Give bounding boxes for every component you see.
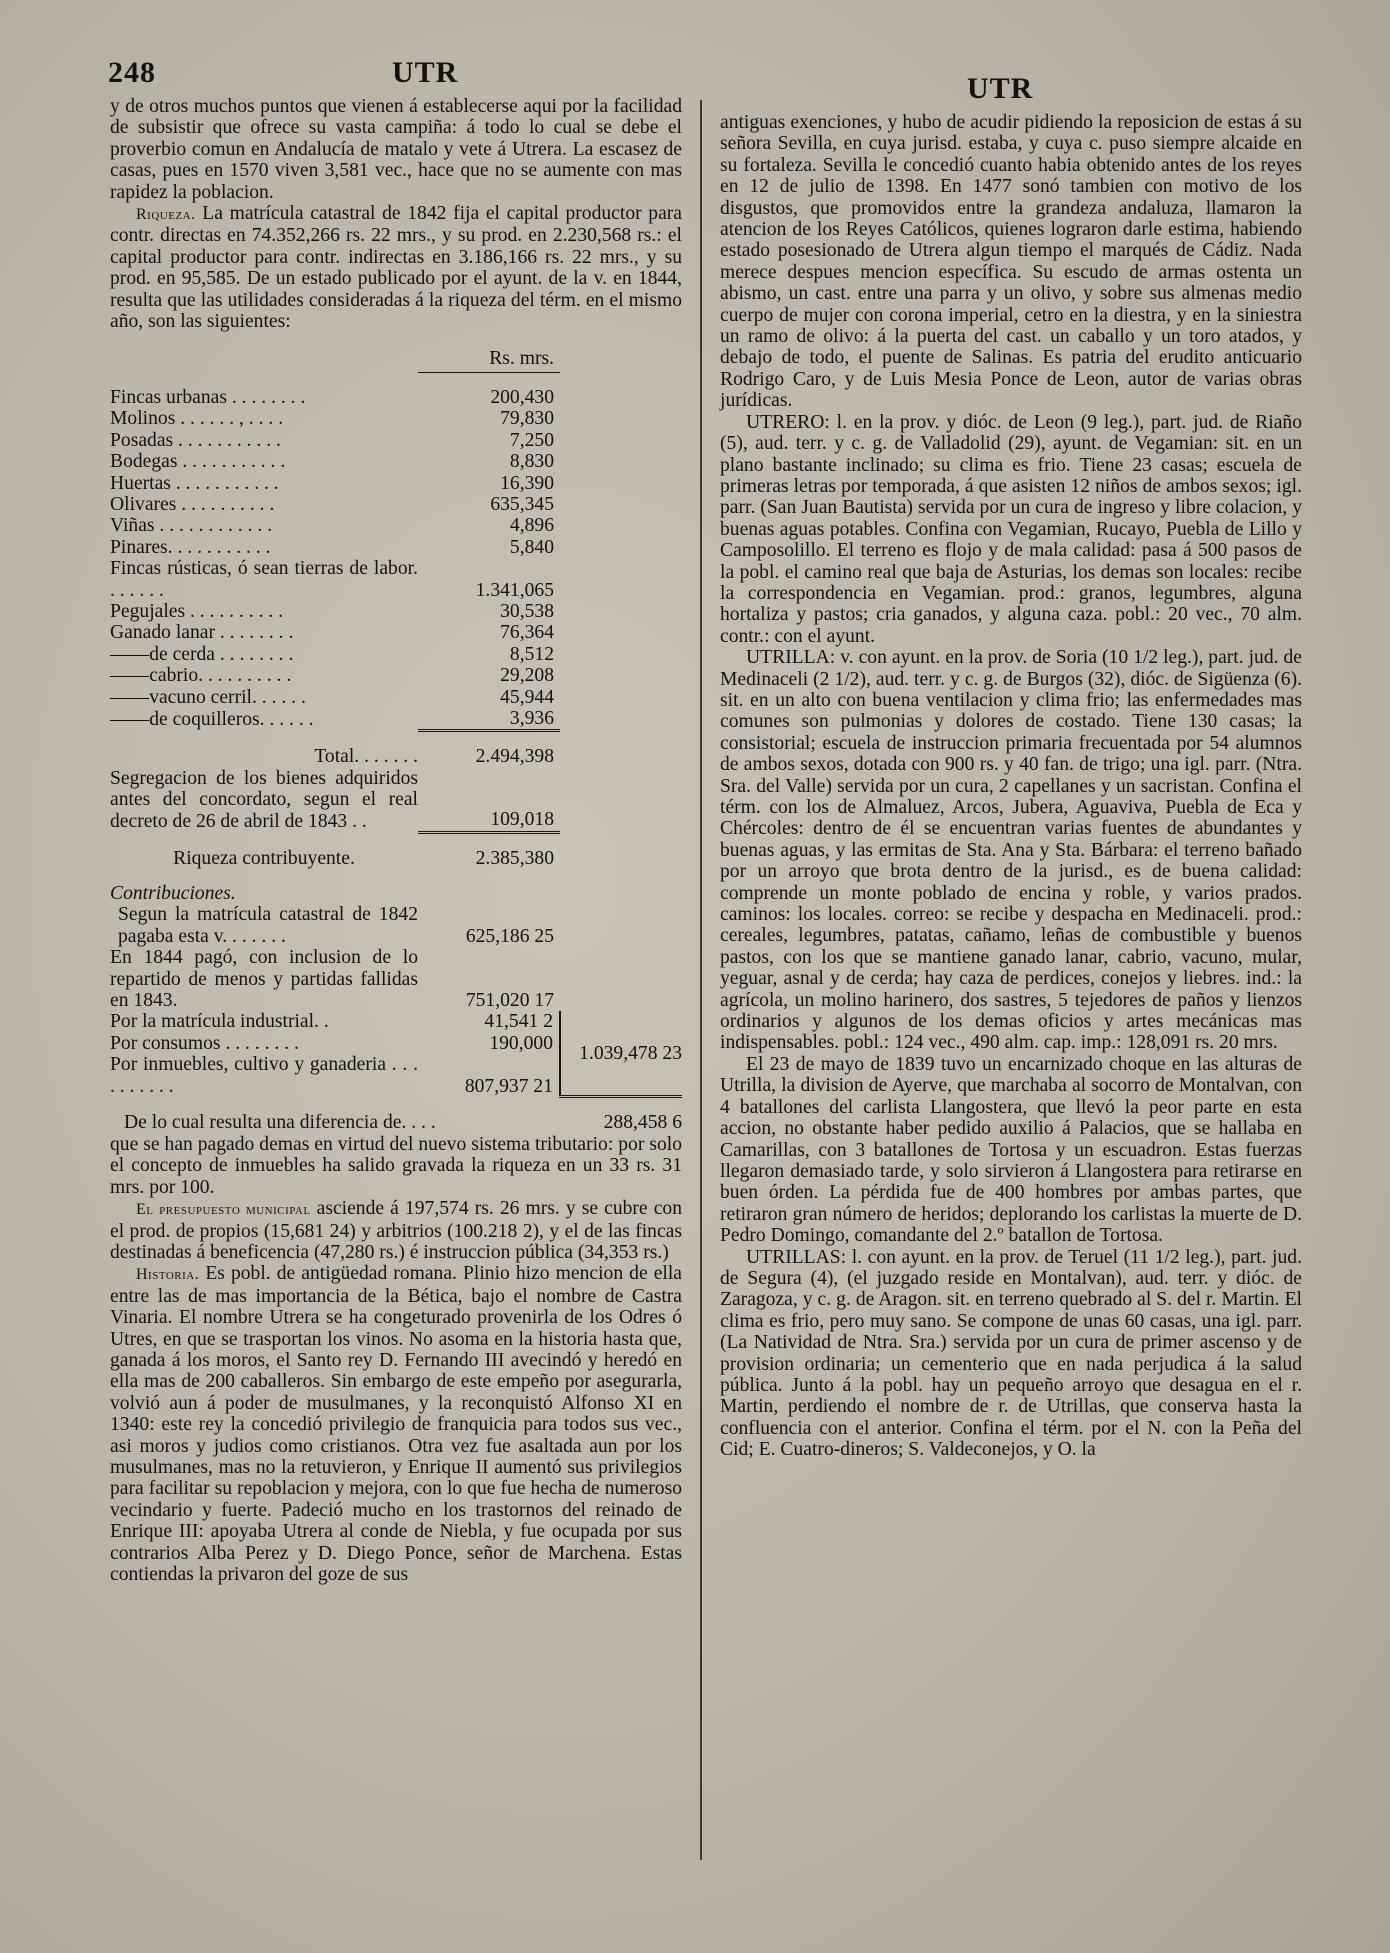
- table-row: ——cabrio. . . . . . . . . . 29,208: [110, 665, 554, 687]
- table-row: Ganado lanar . . . . . . . . 76,364: [110, 622, 554, 644]
- wealth-table: [110, 348, 682, 1133]
- table-row: Fincas rústicas, ó sean tierras de labor. . . . . . . 1.341,065: [110, 558, 554, 601]
- left-paragraph-riqueza: [110, 203, 682, 332]
- riqueza-text: La matrícula catastral de 1842 fija el capital productor para contr. directas en 74.352,266 rs. 22 mrs., y su prod. en 2.230,568 rs.: el capital productor para contr. indirectas en 3.186,166 rs. 22 mrs., y su prod. en 95,585. De un estado publicado por el ayunt. de la v. en 1844, resulta que las utilidades consideradas á la riqueza del térm. en el mismo año, son las siguientes:: [110, 203, 683, 333]
- utrilla-battle-paragraph: El 23 de mayo de 1839 tuvo un encarnizado choque en las alturas de Utrilla, la division de Ayerve, que marchaba al socorro de Montalvan, con 4 batallones del carlista Llangostera, que llevó la peor parte en esta accion, no obstante haber pedido auxilio á Palacios, que se hallaba en Camarillas, con 3 batallones de Tortosa y un escuadron. Estas fuerzas llegaron demasiado tarde, y solo sirvieron á Llangostera para retirarse en buen órden. La pérdida fue de 400 hombres por ambas partes, que retiraron gran número de heridos; deplorando los carlistas la muerte de D. Pedro Domingo, comandante del 2.º batallon de Tortosa.: [720, 1053, 1302, 1247]
- table-row: Huertas . . . . . . . . . . . 16,390: [110, 472, 554, 494]
- right-paragraph-1: antiguas exenciones, y hubo de acudir pidiendo la reposicion de estas á su señora Sevilla, en cuya jurisd. estaba, y cuya c. puso siempre alcaide en su fortaleza. Sevilla le concedió cuanto habia obtenido antes de los reyes en 12 de julio de 1398. En 1477 sonó tambien con motivo de los disgustos, que promovidos entre la grandeza andaluza, llamaron la atencion de los Reyes Católicos, quienes lograron darle estima, habiendo estado posesionado de Utrera algun tiempo el marqués de Cádiz. Nada merece despues mencion específica. Su escudo de armas ostenta un abismo, un cast. entre una parra y un olivo, y sobre sus almenas medio cuerpo de mujer con corona imperial, cetro en la diestra, y en la siniestra un ramo de olivo: á la puerta del cast. un caballo y un toro atados, y debajo de todo, el puente de Salinas. Es patria del erudito anticuario Rodrigo Caro, y de Luis Mesia Ponce de Leon, autor de varias obras jurídicas.: [720, 112, 1302, 412]
- table-row: Pegujales . . . . . . . . . . 30,538: [110, 600, 554, 622]
- table-row: Bodegas . . . . . . . . . . . 8,830: [110, 451, 554, 473]
- running-head-left: UTR: [392, 56, 459, 89]
- contrib-title: Contribuciones.: [110, 882, 236, 904]
- running-head-right: UTR: [967, 72, 1034, 105]
- historia-text: Es pobl. de antigüedad romana. Plinio hizo mencion de ella entre las de mas importancia de la Bética, bajo el nombre de Castra Vinaria. El nombre Utrera se ha congeturado provenirla de los Odres ó Utres, en que se trasportan los vinos. No asoma en la historia hasta que, ganada á los moros, el Santo rey D. Fernando III avecindó y heredó en ella mas de 200 caballeros. Sin embargo de este empeño por asegurarla, volvió aun á poder de musulmanes, y la reconquistó Alfonso XI en 1340: este rey la concedió privilegio de franquicia para todos sus vec., asi moros y judios como cristianos. Otra vez fue asaltada aun por los musulmanes, mas no la retuvieron, y Enrique II aumentó sus privilegios para facilitar su repoblacion y mejora, con lo que fue hecha de numeroso vecindario y fuerte. Padeció mucho en los trastornos del reinado de Enrique III: apoyaba Utrera al conde de Niebla, y fue ocupada por sus contrarios Alba Perez y D. Diego Ponce, señor de Marchena. Estas contiendas la privaron del goze de sus: [110, 1263, 682, 1585]
- entry-utrero: UTRERO: l. en la prov. y dióc. de Leon (9 leg.), part. jud. de Riaño (5), aud. terr. y c. g. de Valladolid (29), ayunt. de Vegamian: sit. en un plano bastante inclinado; su clima es frio. Tiene 23 casas; escuela de primeras letras por temporada, á que asisten 12 niños de ambos sexos; igl. parr. (San Juan Bautista) servida por un cura de ingreso y libre colacion, y buenas aguas potables. Confina con Vegamian, Rucayo, Puebla de Lillo y Camposolillo. El terreno es flojo y de mala calidad: pasa á 500 pasos de la pobl. el camino real que baja de Asturias, los demas son locales: recibe la correspondencia en Vegamian. prod.: granos, legumbres, alguna hortaliza y pastos; cria ganados, y alguna caza. pobl.: 20 vec., 70 alm. contr.: con el ayunt.: [720, 411, 1302, 647]
- riqueza-label: Riqueza.: [136, 206, 196, 224]
- table-row: Posadas . . . . . . . . . . . 7,250: [110, 429, 554, 451]
- table-row: Olivares . . . . . . . . . . 635,345: [110, 493, 554, 515]
- contrib-title-row: [110, 883, 682, 904]
- table-row: Fincas urbanas . . . . . . . . 200,430: [110, 386, 554, 408]
- contrib-row: Segun la matrícula catastral de 1842 pagaba esta v. . . . . . . 625,186 25: [118, 904, 554, 947]
- riqueza-row: Riqueza contribuyente. 2.385,380: [173, 847, 554, 869]
- entry-utrillas: UTRILLAS: l. con ayunt. en la prov. de Teruel (11 1/2 leg.), part. jud. de Segura (4), (el juzgado reside en Montalvan), aud. terr. y dióc. de Zaragoza, y c. g. de Aragon. sit. en terreno quebrado al S. del r. Martin. El clima es frio, pero muy sano. Se compone de unas 60 casas, una igl. parr. (La Natividad de Ntra. Sra.) servida por un cura de primer ascenso y de provision ordinaria; un cementerio que en nada perjudica á la salud pública. Junto á la pobl. hay un pequeño arroyo que desagua en el r. Martin, perdiendo el nombre de r. de Utrillas, que conserva hasta la confluencia con el anterior. Confina el térm. por el N. con la Peña del Cid; E. Cuatro-dineros; S. Valdeconejos, y O. la: [720, 1246, 1302, 1461]
- page-number: 248: [108, 56, 156, 89]
- historia-label: Historia.: [136, 1266, 200, 1284]
- presupuesto-label: El presupuesto municipal: [136, 1201, 311, 1219]
- table-row: Viñas . . . . . . . . . . . . 4,896: [110, 515, 554, 537]
- left-paragraph-1: y de otros muchos puntos que vienen á establecerse aqui por la facilidad de subsistir que ofrece su vasta campiña: á todo lo cual se debe el proverbio comun en Andalucía de matalo y vete á Utrera. La escasez de casas, pues en 1570 viven 3,581 vec., hace que no se aumente con mas rapidez la poblacion.: [110, 96, 682, 203]
- presupuesto-text: asciende á 197,574 rs. 26 mrs. y se cubre con el prod. de propios (15,681 24) y arbitrios (100.218 2), y el de las fincas destinadas á beneficencia (47,280 rs.) é instruccion pública (34,353 rs.): [110, 1198, 682, 1263]
- right-column: [720, 112, 1302, 1461]
- contrib-row: Por inmuebles, cultivo y ganaderia . . . . . . . . . . 807,937 21: [110, 1054, 682, 1097]
- contrib-row: En 1844 pagó, con inclusion de lo repartido de menos y partidas fallidas en 1843. 751,020 17: [110, 947, 554, 1011]
- table-row: ——vacuno cerril. . . . . . 45,944: [110, 686, 554, 708]
- table-row: ——de cerda . . . . . . . . 8,512: [110, 643, 554, 665]
- entry-utrilla: UTRILLA: v. con ayunt. en la prov. de Soria (10 1/2 leg.), part. jud. de Medinaceli (2 1/2), aud. terr. y c. g. de Burgos (32), dióc. de Sigüenza (6). sit. en un alto con buena ventilacion y clima frio; las enfermedades mas comunes son pulmonias y dolores de costado. Tiene 130 casas; la consistorial; escuela de instruccion primaria frecuentada por 54 alumnos de ambos sexos, dotada con 900 rs. y 40 fan. de trigo; una igl. parr. (Ntra. Sra. del Valle) servida por un cura, 2 capellanes y un sacristan. Confina el térm. con los de Almaluez, Arcos, Jubera, Aguaviva, Puebla de Eca y Chércoles: dentro de él se encuentran varias fuentes de abundantes y buenas aguas, y las ermitas de Sta. Ana y Sta. Bárbara: el terreno bañado por un arroyo que brota dentro de la jurisd., es de buena calidad: comprende un monte poblado de encina y roble, y varios prados. caminos: los locales. correo: se recibe y despacha en Medinaceli. prod.: cereales, legumbres, patatas, cañamo, leñas de combustible y buenos pastos, con los que se mantiene ganado lanar, cabrio, vacuno, mular, yeguar, asnal y de cerda; hay caza de perdices, conejos y liebres. ind.: la agrícola, un molino harinero, dos sastres, 5 tejedores de paños y lienzos ordinarios y algunos de los demas oficios y artes mecánicas mas indispensables. pobl.: 124 vec., 490 alm. cap. imp.: 128,091 rs. 20 mrs.: [720, 647, 1302, 1054]
- left-paragraph-historia: [110, 1263, 682, 1585]
- table-row: ——de coquilleros. . . . . . 3,936: [110, 707, 554, 731]
- left-column: [110, 96, 682, 1585]
- left-paragraph-presupuesto: [110, 1198, 682, 1263]
- total-row: Total. . . . . . . 2.494,398: [314, 746, 554, 768]
- contrib-row: Por consumos . . . . . . . . 190,000: [110, 1033, 682, 1054]
- table-row: Molinos . . . . . . , . . . . 79,830: [110, 408, 554, 430]
- contrib-row: Por la matrícula industrial. . 41,541 2 1.039,478 23: [110, 1011, 682, 1032]
- group-total: 1.039,478 23: [579, 1042, 682, 1064]
- table-row: Pinares. . . . . . . . . . . 5,840: [110, 536, 554, 558]
- column-divider: [700, 100, 702, 1860]
- column-header: Rs. mrs.: [418, 348, 560, 372]
- diff-row: De lo cual resulta una diferencia de. . . . 288,458 6: [124, 1112, 682, 1134]
- segregation-row: Segregacion de los bienes adquiridos antes del concordato, segun el real decreto de 26 de abril de 1843 . . 109,018: [110, 767, 554, 832]
- left-paragraph-3: que se han pagado demas en virtud del nuevo sistema tributario: por solo el concepto de inmuebles ha salido gravada la riqueza en un 33 rs. 31 mrs. por 100.: [110, 1133, 682, 1198]
